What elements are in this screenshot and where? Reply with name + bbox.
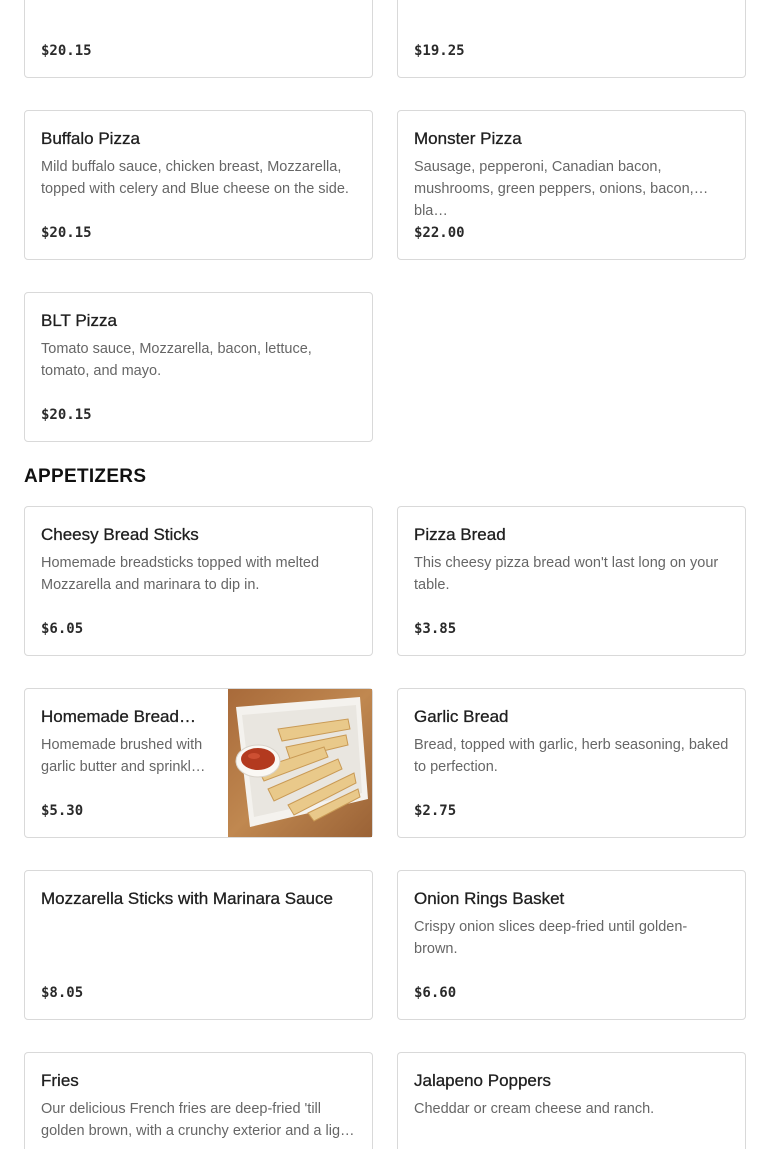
- item-price: $5.30: [41, 803, 84, 819]
- item-description: Mild buffalo sauce, chicken breast, Mozzarella, topped with celery and Blue cheese on the side.: [41, 159, 349, 197]
- item-name: Onion Rings Basket: [414, 889, 565, 908]
- bread-sticks-photo: [228, 689, 372, 837]
- menu-item-onion-rings-basket[interactable]: [397, 870, 746, 1020]
- menu-item-monster-pizza[interactable]: [397, 110, 746, 260]
- menu-item-fries[interactable]: [24, 1052, 373, 1149]
- item-price: $22.00: [414, 225, 465, 241]
- item-price: $6.60: [414, 985, 457, 1001]
- item-price: $8.05: [41, 985, 84, 1001]
- item-name: Pizza Bread: [414, 525, 506, 544]
- item-price: $20.15: [41, 225, 92, 241]
- item-name: Garlic Bread: [414, 707, 509, 726]
- item-description: Tomato sauce, Mozzarella, bacon, lettuce, tomato, and mayo.: [41, 341, 312, 379]
- item-price: $20.15: [41, 407, 92, 423]
- item-name: Monster Pizza: [414, 129, 522, 148]
- menu-item-homemade-bread[interactable]: [24, 688, 373, 838]
- item-name: Fries: [41, 1071, 79, 1090]
- menu-item-blt-pizza[interactable]: [24, 292, 373, 442]
- item-description: Homemade breadsticks topped with melted Mozzarella and marinara to dip in.: [41, 555, 320, 593]
- menu-item-cheesy-bread-sticks[interactable]: [24, 506, 373, 656]
- menu-item-jalapeno-poppers[interactable]: [397, 1052, 746, 1149]
- item-name: Jalapeno Poppers: [414, 1071, 552, 1090]
- item-description: Cheddar or cream cheese and ranch.: [414, 1101, 655, 1117]
- item-name: BLT Pizza: [41, 311, 117, 330]
- item-price: $3.85: [414, 621, 457, 637]
- item-description: Homemade brushed with garlic butter and sprinkl…: [41, 737, 206, 775]
- item-price: $19.25: [414, 43, 465, 59]
- menu-item-pizza-bread[interactable]: [397, 506, 746, 656]
- menu-item-card[interactable]: [397, 0, 746, 78]
- item-price: $20.15: [41, 43, 92, 59]
- section-heading-appetizers: APPETIZERS: [24, 466, 147, 487]
- item-description: This cheesy pizza bread won't last long on your table.: [414, 555, 719, 593]
- item-description: Crispy onion slices deep-fried until golden-brown.: [414, 919, 688, 957]
- item-name: Mozzarella Sticks with Marinara Sauce: [41, 889, 333, 908]
- item-name: Buffalo Pizza: [41, 129, 140, 148]
- menu-item-buffalo-pizza[interactable]: [24, 110, 373, 260]
- item-name: Homemade Bread…: [41, 707, 196, 726]
- item-description: Our delicious French fries are deep-fried 'till golden brown, with a crunchy exterior and a lig…: [41, 1101, 355, 1139]
- item-name: Cheesy Bread Sticks: [41, 525, 199, 544]
- menu-item-mozzarella-sticks[interactable]: [24, 870, 373, 1020]
- menu-item-garlic-bread[interactable]: [397, 688, 746, 838]
- item-description: Bread, topped with garlic, herb seasoning, baked to perfection.: [414, 737, 729, 775]
- menu-item-card[interactable]: [24, 0, 373, 78]
- item-price: $2.75: [414, 803, 457, 819]
- item-description: Sausage, pepperoni, Canadian bacon, mushrooms, green peppers, onions, bacon, bla…: [414, 159, 694, 219]
- item-price: $6.05: [41, 621, 84, 637]
